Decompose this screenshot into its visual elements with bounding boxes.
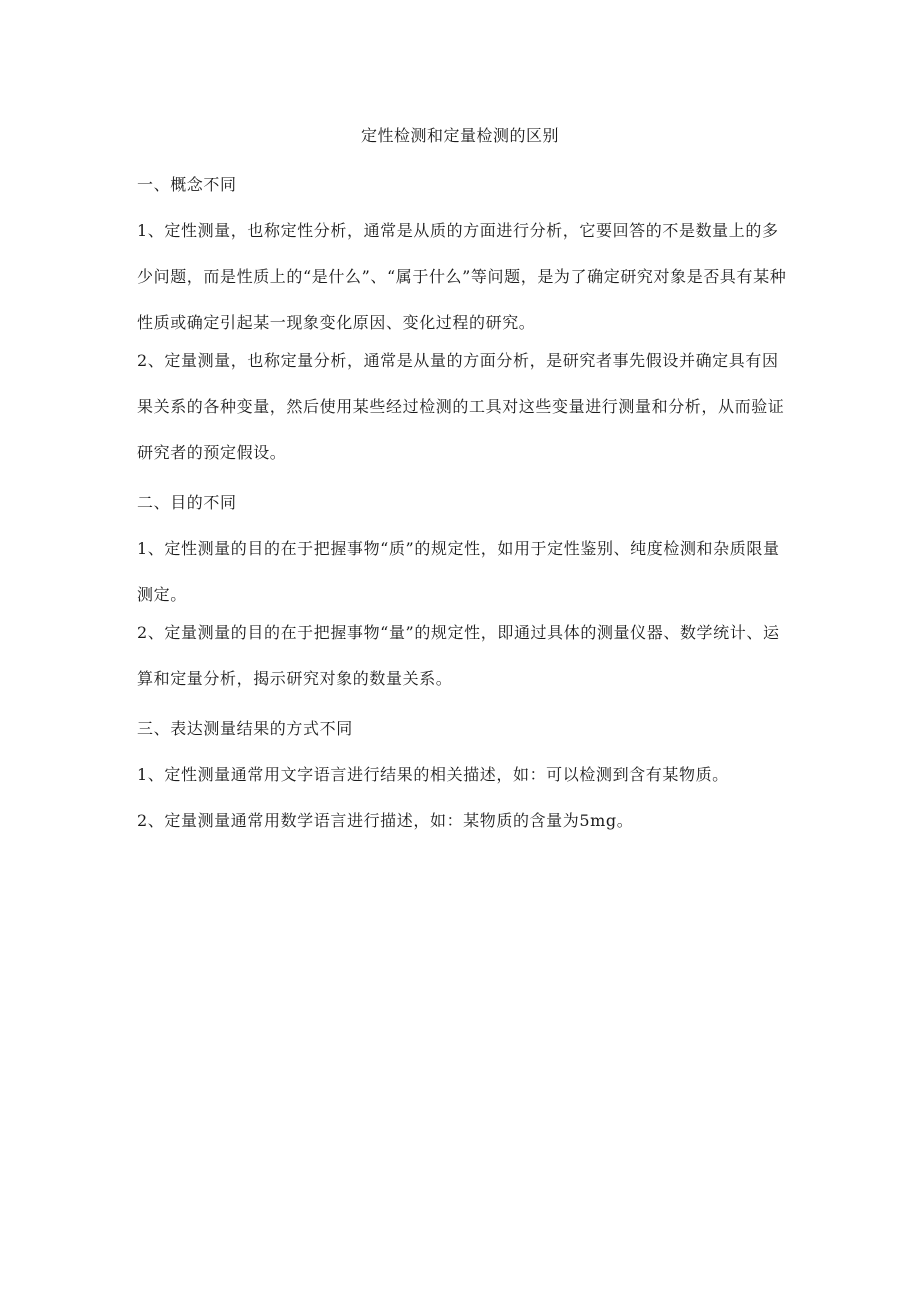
section-heading: 三、表达测量结果的方式不同	[137, 719, 353, 738]
paragraph: 1、定性测量的目的在于把握事物“质”的规定性，如用于定性鉴别、纯度检测和杂质限量测定。	[137, 539, 780, 604]
document-title: 定性检测和定量检测的区别	[360, 126, 559, 145]
paragraph: 2、定量测量，也称定量分析，通常是从量的方面分析，是研究者事先假设并确定具有因果关系的各种变量，然后使用某些经过检测的工具对这些变量进行测量和分析，从而验证研究者的预定假设。	[137, 351, 785, 462]
paragraph: 2、定量测量通常用数学语言进行描述，如：某物质的含量为5mg。	[137, 811, 634, 830]
paragraph: 1、定性测量通常用文字语言进行结果的相关描述，如：可以检测到含有某物质。	[137, 765, 729, 784]
section-heading: 一、概念不同	[137, 175, 237, 194]
paragraph: 2、定量测量的目的在于把握事物“量”的规定性，即通过具体的测量仪器、数学统计、运算和定量分析，揭示研究对象的数量关系。	[137, 623, 780, 688]
paragraph: 1、定性测量，也称定性分析，通常是从质的方面进行分析，它要回答的不是数量上的多少问题，而是性质上的“是什么”、“属于什么”等问题，是为了确定研究对象是否具有某种性质或确定引起某一现象变化原因、变化过程的研究。	[137, 221, 787, 332]
section-heading: 二、目的不同	[137, 493, 237, 512]
document-body	[137, 170, 792, 852]
